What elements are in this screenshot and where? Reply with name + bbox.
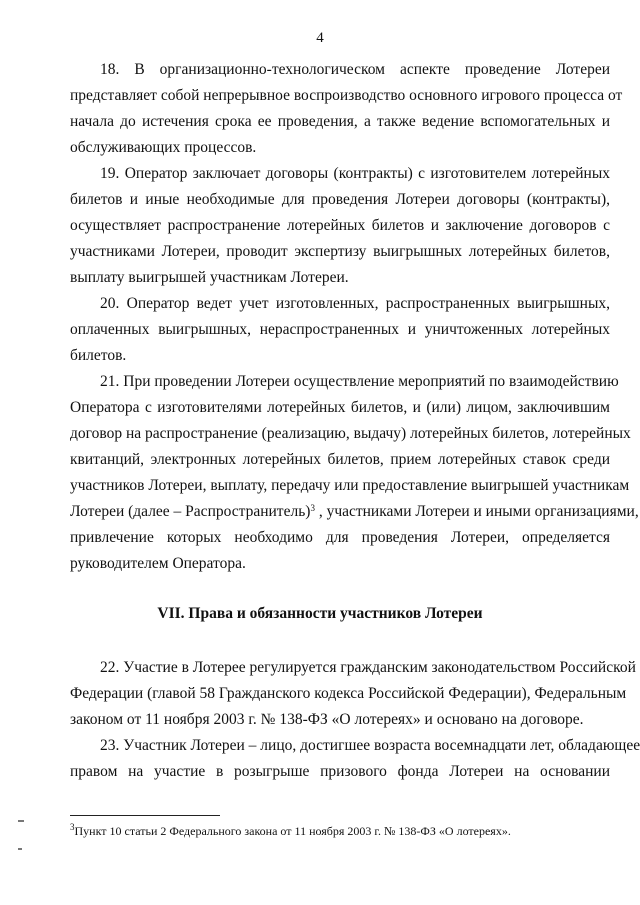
paragraph-22-line-2: Федерации (главой 58 Гражданского кодекса Российской Федерации), Федеральным [70, 685, 627, 702]
scan-mark [18, 820, 24, 822]
paragraph-18-line-4: обслуживающих процессов. [70, 139, 257, 156]
paragraph-21-line-8: руководителем Оператора. [70, 555, 246, 572]
paragraph-21-line-5: участников Лотереи, выплату, передачу или предоставление выигрышей участникам [70, 477, 630, 494]
paragraph-20-line-1: 20. Оператор ведет учет изготовленных, распространенных выигрышных, [100, 295, 610, 312]
footnote-reference: 3 [310, 503, 315, 513]
paragraph-18-line-1: 18. В организационно-технологическом аспекте проведение Лотереи [100, 61, 610, 78]
scan-mark [18, 848, 22, 850]
paragraph-21-line-1: 21. При проведении Лотереи осуществление мероприятий по взаимодействию [100, 373, 619, 390]
paragraph-22-line-3: законом от 11 ноября 2003 г. № 138-ФЗ «О лотереях» и основано на договоре. [70, 711, 584, 728]
paragraph-19-line-3: осуществляет распространение лотерейных билетов и заключение договоров с [70, 217, 610, 234]
paragraph-19-line-1: 19. Оператор заключает договоры (контракты) с изготовителем лотерейных [100, 165, 610, 182]
paragraph-19-line-5: выплату выигрышей участникам Лотереи. [70, 269, 349, 286]
paragraph-21-line-7: привлечение которых необходимо для проведения Лотереи, определяется [70, 529, 610, 546]
paragraph-23-line-2: правом на участие в розыгрыше призового фонда Лотереи на основании [70, 763, 610, 780]
paragraph-23-line-1: 23. Участник Лотереи – лицо, достигшее возраста восемнадцати лет, обладающее [100, 737, 640, 754]
paragraph-21-line-2: Оператора с изготовителями лотерейных билетов, и (или) лицом, заключившим [70, 399, 610, 416]
section-heading: VII. Права и обязанности участников Лотереи [157, 605, 483, 622]
paragraph-21-line-4: квитанций, электронных лотерейных билетов, прием лотерейных ставок среди [70, 451, 610, 468]
footnote [70, 822, 610, 840]
distributor-text: Лотереи (далее – Распространитель) [70, 503, 311, 520]
paragraph-22-line-1: 22. Участие в Лотерее регулируется гражданским законодательством Российской [100, 659, 636, 676]
paragraph-20-line-2: оплаченных выигрышных, нераспространенных и уничтоженных лотерейных [70, 321, 610, 338]
page-number: 4 [316, 30, 324, 46]
footnote-separator [70, 815, 220, 816]
distributor-text-continued: , участниками Лотереи и иными организациями, [314, 503, 639, 520]
footnote-text: Пункт 10 статьи 2 Федерального закона от 11 ноября 2003 г. № 138-ФЗ «О лотереях». [74, 824, 511, 838]
paragraph-18-line-3: начала до истечения срока ее проведения, а также ведение вспомогательных и [70, 113, 610, 130]
paragraph-18-line-2: представляет собой непрерывное воспроизводство основного игрового процесса от [70, 87, 623, 104]
paragraph-21-line-6 [70, 499, 639, 525]
paragraph-19-line-4: участниками Лотереи, проводит экспертизу выигрышных лотерейных билетов, [70, 243, 610, 260]
footnote-marker: 3 [70, 822, 75, 832]
paragraph-19-line-2: билетов и иные необходимые для проведения Лотереи договоры (контракты), [70, 191, 610, 208]
paragraph-21-line-3: договор на распространение (реализацию, выдачу) лотерейных билетов, лотерейных [70, 425, 631, 442]
paragraph-20-line-3: билетов. [70, 347, 127, 364]
